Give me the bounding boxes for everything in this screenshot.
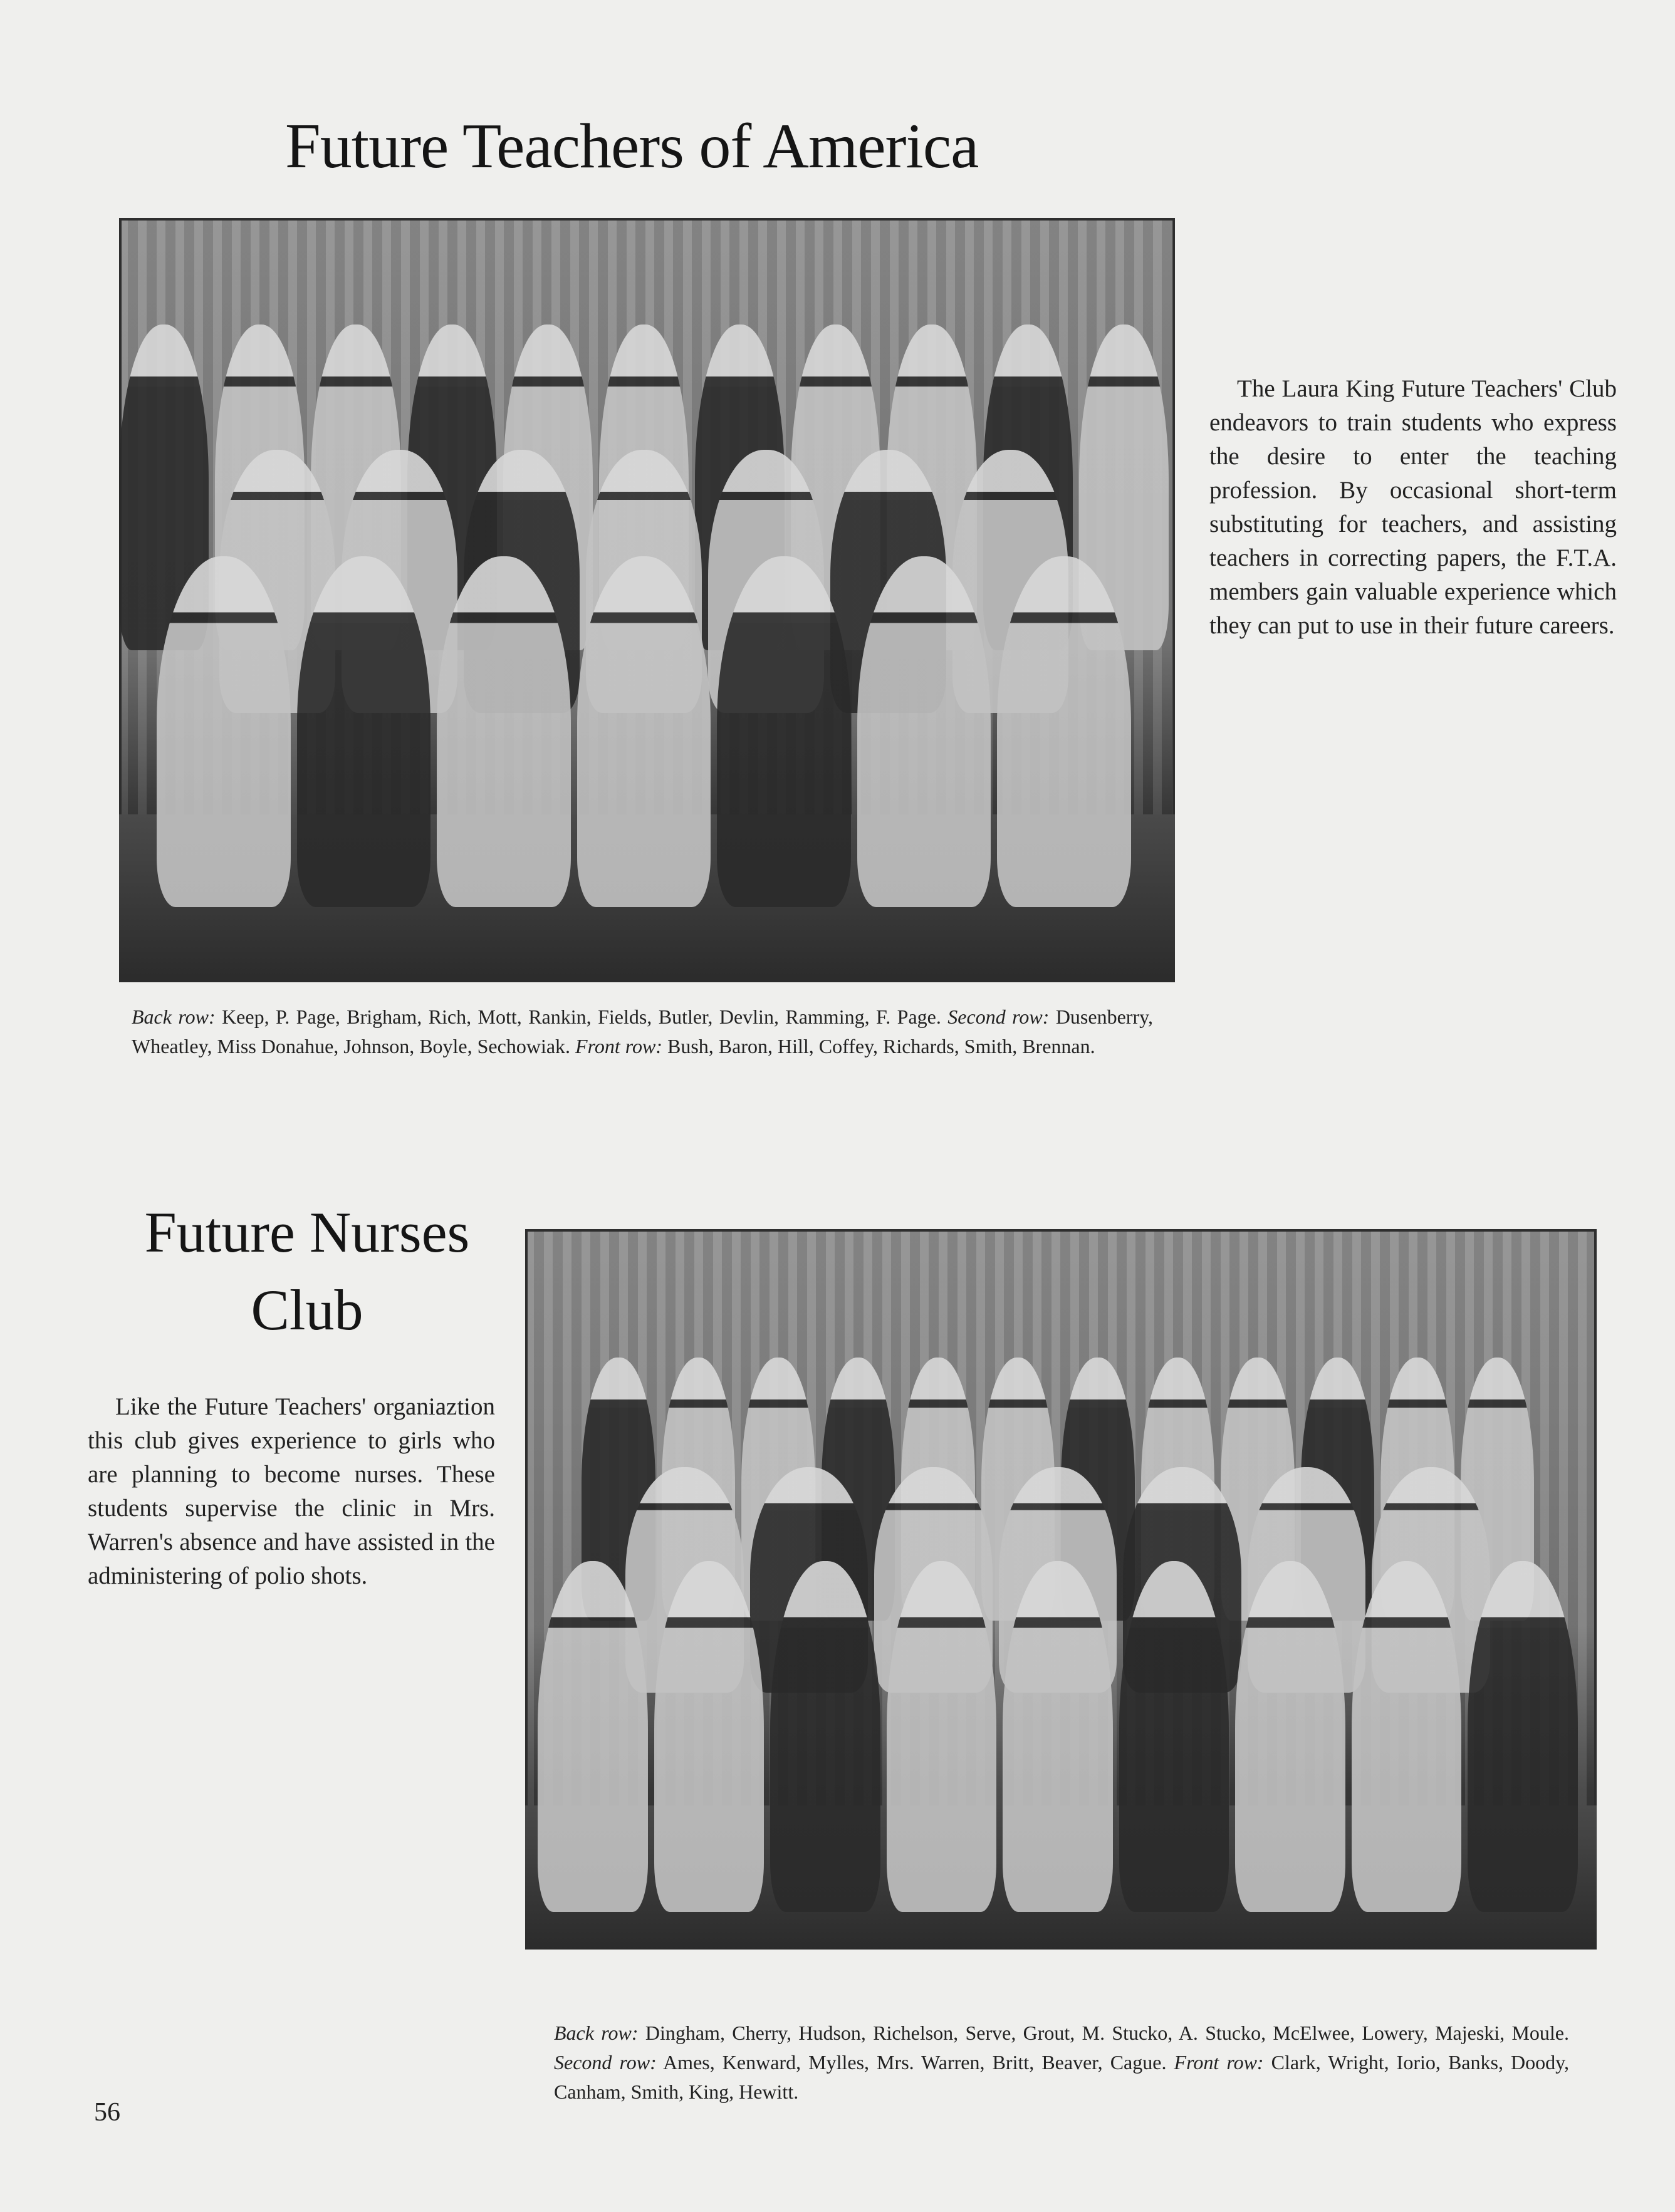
photo-figure [437, 556, 571, 907]
photo-figure [297, 556, 431, 907]
group-photo-future-teachers [119, 218, 1175, 982]
group-photo-future-nurses [525, 1229, 1597, 1950]
section-title-line-2: Club [251, 1278, 363, 1342]
section-description-future-teachers: The Laura King Future Teachers' Club endeavors to train students who express the desire to enter the teaching profession. By occasional short-term substituting for teachers, and assisting teachers in correcting papers, the F.T.A. members gain valuable experience which they can put to use in their future careers. [1209, 375, 1617, 639]
section-title-future-teachers: Future Teachers of America [285, 111, 979, 182]
photo-figure [1352, 1561, 1462, 1912]
photo-figure [857, 556, 991, 907]
photo-figure [577, 556, 711, 907]
photo-figure [1235, 1561, 1345, 1912]
caption-names-back-row: Dingham, Cherry, Hudson, Richelson, Serve, Grout, M. Stucko, A. Stucko, McElwee, Lowery, Majeski, Moule. [645, 2022, 1570, 2044]
caption-label-back-row: Back row: [554, 2022, 639, 2044]
photo-figure [717, 556, 851, 907]
photo-caption-future-teachers [132, 1002, 1153, 1061]
caption-label-second-row: Second row: [554, 2051, 657, 2074]
section-title-future-nurses [116, 1193, 498, 1349]
section-description-future-nurses: Like the Future Teachers' organiaztion this club gives experience to girls who are planning to become nurses. These students supervise the clinic in Mrs. Warren's absence and have assisted in the administering of polio shots. [88, 1393, 495, 1589]
caption-label-second-row: Second row: [947, 1005, 1050, 1028]
photo-figure [887, 1561, 997, 1912]
caption-names-second-row: Ames, Kenward, Mylles, Mrs. Warren, Britt, Beaver, Cague. [663, 2051, 1167, 2074]
caption-names-second-row: Dusenberry, Wheatley, Miss Donahue, Johnson, Boyle, Sechowiak. [132, 1005, 1154, 1057]
photo-figure [770, 1561, 880, 1912]
photo-figure [1468, 1561, 1578, 1912]
caption-label-back-row: Back row: [132, 1005, 216, 1028]
caption-names-back-row: Keep, P. Page, Brigham, Rich, Mott, Rankin, Fields, Butler, Devlin, Ramming, F. Page. [222, 1005, 941, 1028]
photo-figure [538, 1561, 648, 1912]
photo-figure [1119, 1561, 1229, 1912]
photo-figure [654, 1561, 764, 1912]
page-number: 56 [94, 2098, 120, 2127]
caption-label-front-row: Front row: [575, 1035, 662, 1057]
caption-names-front-row: Bush, Baron, Hill, Coffey, Richards, Smith, Brennan. [667, 1035, 1095, 1057]
photo-figure [997, 556, 1131, 907]
photo-figure [157, 556, 291, 907]
photo-caption-future-nurses [554, 2018, 1569, 2107]
caption-label-front-row: Front row: [1174, 2051, 1264, 2074]
caption-names-front-row: Clark, Wright, Iorio, Banks, Doody, Canham, Smith, King, Hewitt. [554, 2051, 1570, 2103]
section-title-line-1: Future Nurses [144, 1200, 470, 1264]
photo-figure [1003, 1561, 1113, 1912]
